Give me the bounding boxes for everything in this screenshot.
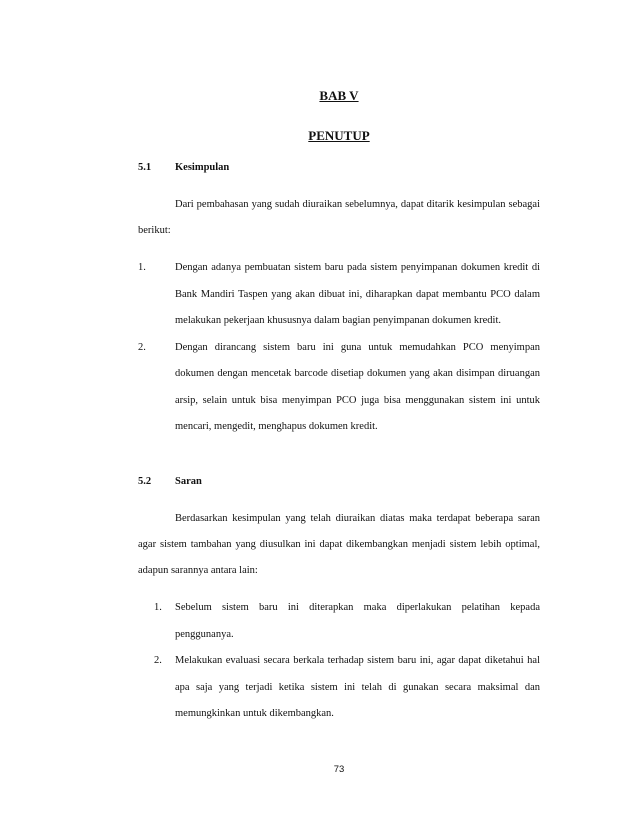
section-number: 5.2 — [138, 476, 152, 487]
list-item-text: Dengan adanya pembuatan sistem baru pada sistem penyimpanan dokumen kredit di Bank Mandiri Taspen yang akan dibuat ini, diharapkan dapat membantu PCO dalam melakukan pekerjaan khususnya dalam bagian penyimpanan dokumen kredit. — [175, 262, 540, 326]
list-item-text: Dengan dirancang sistem baru ini guna untuk memudahkan PCO menyimpan dokumen dengan mencetak barcode disetiap dokumen yang akan disimpan diruangan arsip, selain untuk bisa menyimpan PCO juga bisa menggunakan sistem ini untuk mencari, mengedit, menghapus dokumen kredit. — [175, 341, 540, 432]
section-title: Saran — [175, 476, 202, 487]
suggestions-intro-paragraph: Berdasarkan kesimpulan yang telah diuraikan diatas maka terdapat beberapa saran agar sistem tambahan yang diusulkan ini dapat dikembangkan menjadi sistem lebih optimal, adapun sarannya antara lain: — [138, 513, 540, 576]
list-item — [154, 648, 540, 728]
conclusion-intro-paragraph: Dari pembahasan yang sudah diuraikan sebelumnya, dapat ditarik kesimpulan sebagai berikut: — [138, 199, 540, 236]
list-marker: 2. — [154, 655, 162, 666]
suggestions-list — [154, 595, 540, 728]
list-item-text: Sebelum sistem baru ini diterapkan maka diperlakukan pelatihan kepada penggunanya. — [175, 602, 540, 640]
list-item — [138, 335, 540, 441]
chapter-subtitle: PENUTUP — [308, 128, 370, 143]
chapter-title: BAB V — [319, 88, 359, 103]
list-item — [138, 255, 540, 335]
conclusion-list — [138, 255, 540, 441]
section-title: Kesimpulan — [175, 162, 230, 173]
section-number: 5.1 — [138, 162, 152, 173]
page-number: 73 — [333, 764, 345, 775]
list-item — [154, 595, 540, 648]
list-marker: 1. — [154, 602, 162, 613]
list-marker: 1. — [138, 262, 146, 273]
list-item-text: Melakukan evaluasi secara berkala terhadap sistem baru ini, agar dapat diketahui hal apa saja yang terjadi ketika sistem ini telah di gunakan secara maksimal dan memungkinkan untuk dikembangkan. — [175, 655, 540, 719]
list-marker: 2. — [138, 341, 146, 353]
